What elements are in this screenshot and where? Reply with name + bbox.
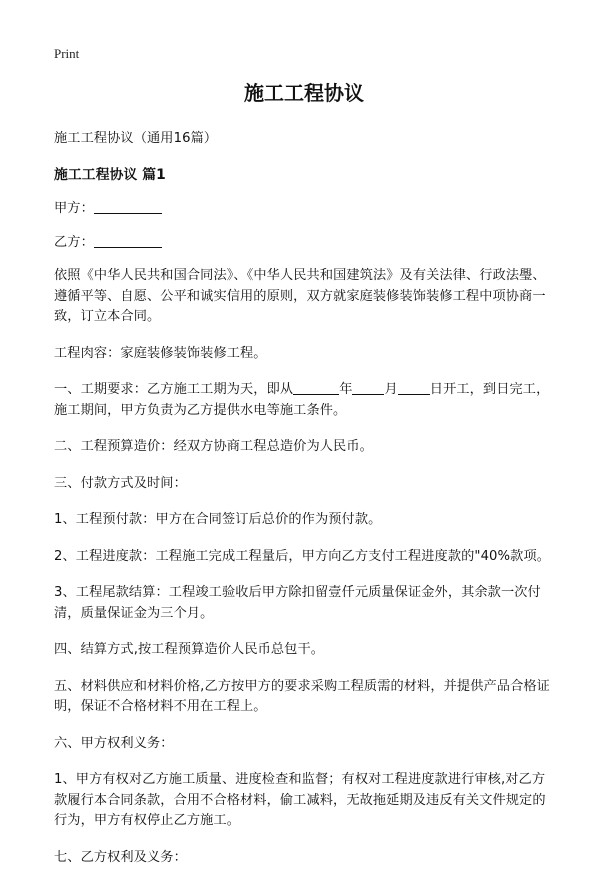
item1-paragraph: [54, 380, 554, 421]
page-title: 施工工程协议: [244, 81, 364, 105]
item6-paragraph: 六、甲方权利义务：: [54, 735, 174, 751]
item1-year: 年: [339, 382, 353, 397]
party-a-blank: [94, 199, 162, 214]
print-link[interactable]: Print: [54, 46, 80, 61]
item1-month: 月: [384, 382, 398, 397]
section-title: 施工工程协议 篇1: [54, 166, 166, 183]
pay3-paragraph: 3、工程尾款结算：工程竣工验收后甲方除扣留壹仟元质量保证金外，其余款一次付清，质量保证金为三个月。: [54, 585, 541, 621]
item7-paragraph: 七、乙方权利及义务：: [54, 849, 187, 865]
document-body: [54, 78, 554, 884]
document-subtitle: 施工工程协议（通用16篇）: [54, 131, 218, 146]
party-a-line: [54, 199, 554, 220]
item1-text-b: 日开工，到日完工，施工期间，甲方负责为乙方提供水电等施工条件。: [54, 382, 550, 418]
month-blank: [352, 380, 384, 395]
year-blank: [293, 380, 339, 395]
intro-paragraph: 依照《中华人民共和国合同法》、《中华人民共和国建筑法》及有关法律、行政法璺、遵循平等、自愿、公平和诚实信用的原则，双方就家庭装修装饰装修工程中项协商一致，订立本合同。: [54, 268, 546, 324]
party-b-blank: [94, 233, 162, 248]
item1-text-a: 一、工期要求：乙方施工工期为天，即从: [54, 382, 294, 397]
right1-paragraph: 1、甲方有权对乙方施工质量、进度检查和监督；有权对工程进度款进行审核,对乙方款履行本合同条款，合用不合格材料，偷工减料，无故拖延期及违反有关文件规定的行为，甲方有权停止乙方施工。: [54, 772, 546, 828]
pay2-paragraph: 2、工程进度款：工程施工完成工程量后，甲方向乙方支付工程进度款的"40%款项。: [54, 548, 551, 564]
content-paragraph: 工程肉容：家庭装修装饰装修工程。: [54, 345, 267, 361]
day-blank: [398, 380, 430, 395]
party-a-label: 甲方：: [54, 201, 94, 216]
item3-paragraph: 三、付款方式及时间：: [54, 475, 187, 491]
item5-paragraph: 五、材料供应和材料价格,乙方按甲方的要求采购工程质需的材料，并提供产品合格证明，保证不合格材料不用在工程上。: [54, 678, 550, 714]
party-b-line: [54, 233, 554, 254]
pay1-paragraph: 1、工程预付款：甲方在合同签订后总价的作为预付款。: [54, 512, 382, 527]
item2-paragraph: 二、工程预算造价：经双方协商工程总造价为人民币。: [54, 439, 373, 454]
item4-paragraph: 四、结算方式,按工程预算造价人民币总包干。: [54, 642, 325, 657]
party-b-label: 乙方：: [54, 234, 94, 250]
